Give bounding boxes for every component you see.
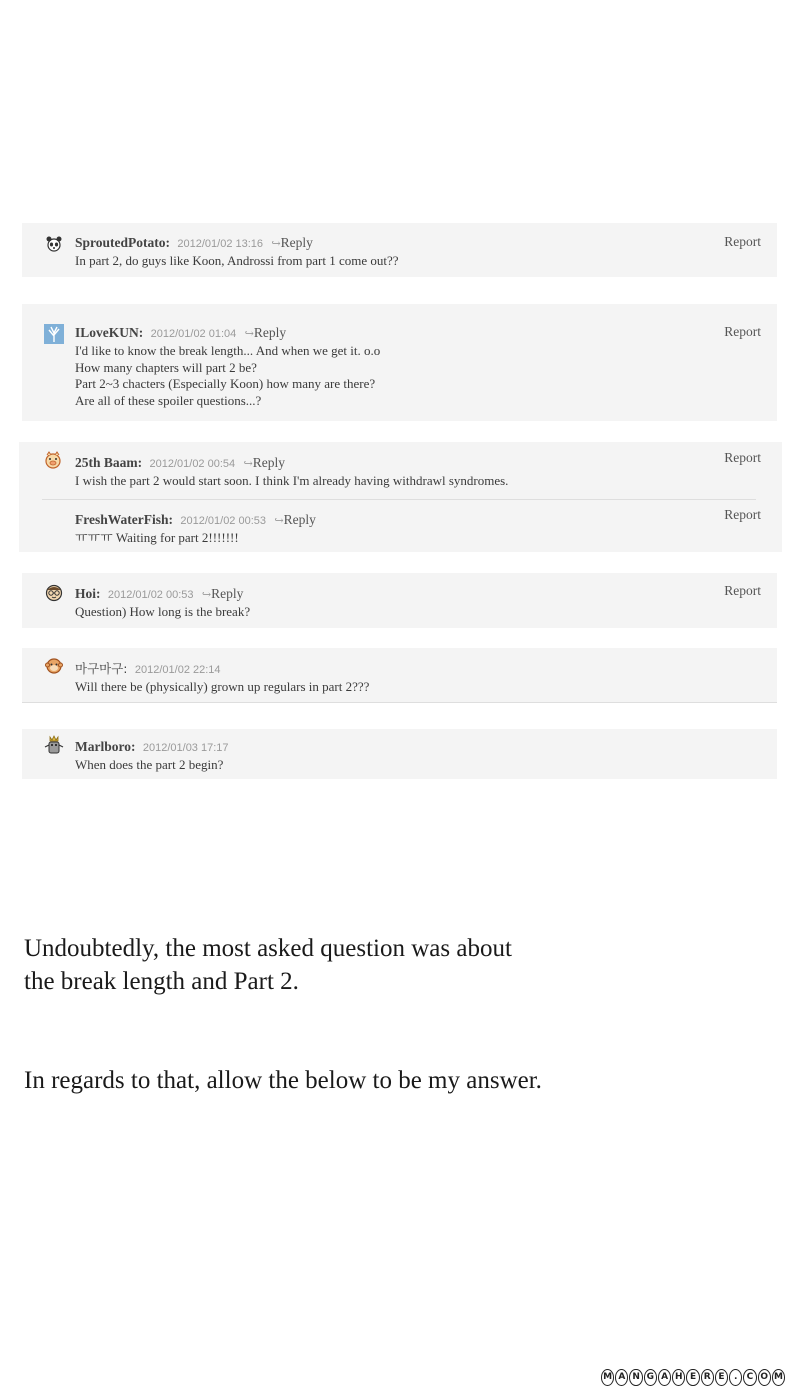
narration-paragraph-2: In regards to that, allow the below to be my answer. — [24, 1067, 542, 1094]
reply-divider — [42, 499, 756, 500]
comment-thread — [22, 573, 777, 628]
comment-thread — [22, 223, 777, 277]
comment — [22, 585, 777, 621]
comment-body: In part 2, do guys like Koon, Androssi from part 1 come out?? — [75, 253, 399, 268]
comment-username[interactable]: 마구마구: — [75, 661, 128, 676]
watermark-letter: G — [644, 1369, 657, 1386]
comment-username[interactable]: SproutedPotato: — [75, 235, 171, 250]
comment-body: ㅠㅠㅠ Waiting for part 2!!!!!!! — [75, 529, 239, 545]
comment-timestamp: 2012/01/02 00:53 — [107, 589, 194, 601]
tree-icon — [44, 324, 64, 344]
pig-icon — [43, 450, 63, 470]
reply-arrow-icon: ↪ — [274, 514, 284, 527]
report-link[interactable]: Report — [724, 583, 761, 598]
watermark-letter: A — [615, 1369, 628, 1386]
comment-timestamp: 2012/01/03 17:17 — [142, 742, 229, 754]
reply-arrow-icon: ↪ — [244, 328, 254, 340]
comment-body-line: Are all of these spoiler questions...? — [75, 392, 262, 408]
watermark-letter: O — [758, 1369, 771, 1386]
comment-body-line: How many chapters will part 2 be? — [75, 359, 257, 375]
reply-link[interactable] — [244, 455, 285, 470]
comment-thread — [22, 648, 777, 703]
comment-timestamp: 2012/01/02 01:04 — [150, 328, 237, 340]
reply-link[interactable] — [245, 325, 286, 340]
reply-label: Reply — [252, 455, 285, 470]
comment-body: I wish the part 2 would start soon. I think I'm already having withdrawl syndromes. — [75, 473, 509, 488]
comment-username[interactable]: FreshWaterFish: — [75, 511, 173, 527]
report-link[interactable]: Report — [724, 324, 761, 339]
report-link[interactable]: Report — [724, 506, 761, 522]
comment — [22, 738, 777, 774]
comment-thread — [22, 729, 777, 779]
watermark-letter: . — [729, 1369, 742, 1386]
comment-username[interactable]: ILoveKUN: — [75, 325, 144, 340]
comment-body-line: I'd like to know the break length... And when we get it. o.o — [75, 343, 381, 358]
reply-label: Reply — [211, 586, 244, 601]
comment-body: When does the part 2 begin? — [75, 757, 224, 772]
site-watermark — [601, 1366, 785, 1388]
comment-timestamp: 2012/01/02 22:14 — [134, 664, 221, 676]
comment-thread — [22, 304, 777, 421]
monkey-face-icon — [44, 656, 64, 676]
report-link[interactable]: Report — [724, 450, 761, 465]
comment-body-line: Part 2~3 chacters (Especially Koon) how many are there? — [75, 376, 376, 391]
watermark-letter: E — [686, 1369, 699, 1386]
watermark-letter: H — [672, 1369, 685, 1386]
comment — [19, 450, 782, 490]
narration-line: the break length and Part 2. — [24, 968, 299, 995]
watermark-letter: R — [701, 1369, 714, 1386]
watermark-letter: A — [658, 1369, 671, 1386]
narration-line: Undoubtedly, the most asked question was about — [24, 935, 512, 962]
watermark-letter: N — [629, 1369, 642, 1386]
comment-body: Will there be (physically) grown up regulars in part 2??? — [75, 679, 370, 694]
panda-icon — [44, 234, 64, 254]
comment-thread — [19, 442, 782, 552]
comment-timestamp: 2012/01/02 00:53 — [180, 514, 267, 527]
comment-body: Question) How long is the break? — [75, 604, 251, 619]
reply-link[interactable] — [202, 586, 243, 601]
reply-link[interactable] — [271, 235, 312, 250]
narration-paragraph-1 — [24, 932, 512, 998]
comment-timestamp: 2012/01/02 13:16 — [177, 238, 264, 250]
reply-label: Reply — [283, 511, 316, 527]
reply-link[interactable] — [274, 512, 315, 527]
glasses-face-icon — [44, 583, 64, 603]
reply-label: Reply — [280, 235, 313, 250]
comment — [22, 660, 777, 696]
comment-timestamp: 2012/01/02 00:54 — [149, 458, 236, 470]
watermark-letter: C — [743, 1369, 756, 1386]
reply-arrow-icon: ↪ — [243, 458, 253, 470]
comment-username[interactable]: Marlboro: — [75, 739, 136, 754]
watermark-letter: M — [772, 1369, 785, 1386]
reply-label: Reply — [253, 325, 287, 340]
report-link[interactable]: Report — [724, 234, 761, 249]
watermark-letter: M — [601, 1369, 614, 1386]
comment — [22, 324, 777, 409]
comment — [22, 234, 777, 270]
reply-arrow-icon: ↪ — [271, 238, 281, 250]
crowned-character-icon — [44, 735, 64, 755]
watermark-letter: E — [715, 1369, 728, 1386]
comment-reply — [19, 506, 782, 547]
comment-username[interactable]: 25th Baam: — [75, 455, 143, 470]
comment-username[interactable]: Hoi: — [75, 586, 101, 601]
reply-arrow-icon: ↪ — [201, 589, 212, 601]
